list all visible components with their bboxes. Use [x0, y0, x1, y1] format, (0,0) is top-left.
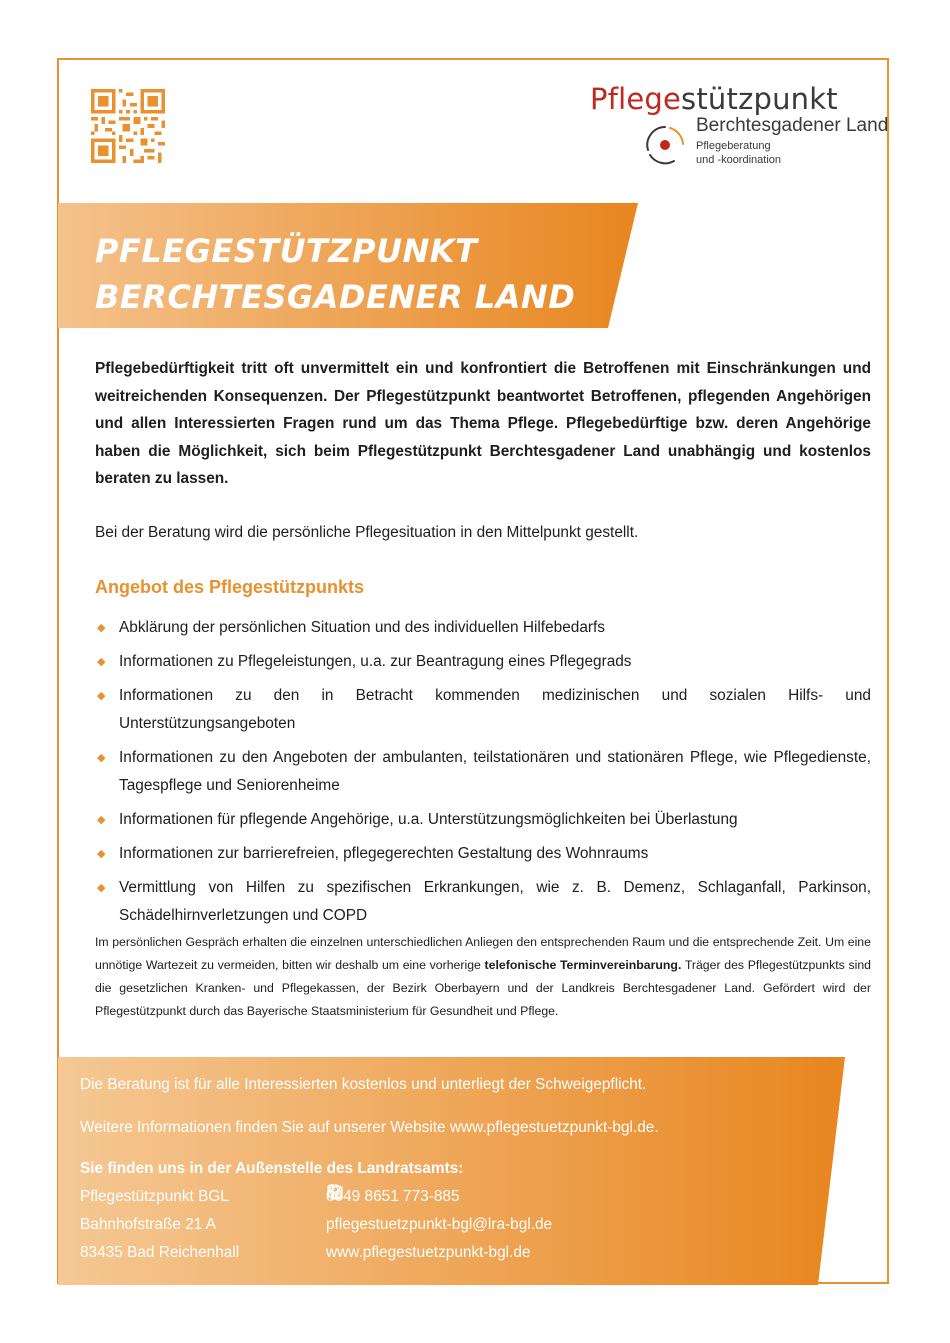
intro-paragraph-2: Bei der Beratung wird die persönliche Pflegesituation in den Mittelpunkt gestellt.	[95, 524, 639, 541]
contact-footer	[58, 1057, 889, 1285]
diamond-bullet-icon: ◆	[97, 656, 106, 668]
list-item: ◆ Informationen zu Pflegeleistungen, u.a. zur Beantragung eines Pflegegrads	[95, 648, 871, 676]
title-banner	[58, 203, 638, 328]
diamond-bullet-icon: ◆	[97, 882, 106, 894]
intro-paragraph: Pflegebedürftigkeit tritt oft unvermittelt ein und konfrontiert die Betroffenen mit Einschränkungen und weitreichenden Konsequenzen. Der Pflegestützpunkt beantwortet Betroffenen, pflegenden Angehörigen und allen Interessierten Fragen rund um das Thema Pflege. Pflegebedürftige bzw. deren Angehörige haben die Möglichkeit, sich beim Pflegestützpunkt Berchtesgadener Land unabhängig und kostenlos beraten zu lassen.	[95, 360, 871, 487]
section-title-offer: Angebot des Pflegestützpunkts	[95, 577, 365, 597]
email-row[interactable]	[326, 1211, 552, 1239]
email-link[interactable]: pflegestuetzpunkt-bgl@lra-bgl.de	[326, 1216, 553, 1233]
list-item: ◆ Vermittlung von Hilfen zu spezifischen Erkrankungen, wie z. B. Demenz, Schlaganfall, Parkinson, Schädelhirnverletzungen und COPD	[95, 874, 871, 930]
diamond-bullet-icon: ◆	[97, 814, 106, 826]
contact-block	[326, 1183, 552, 1267]
organization-logo	[590, 82, 890, 182]
page-title: PFLEGESTÜTZPUNKT BERCHTESGADENER LAND	[95, 232, 576, 316]
phone-number[interactable]: 0049 8651 773-885	[326, 1188, 460, 1205]
logo-tagline: Pflegeberatung und -koordination	[696, 140, 782, 166]
logo-title: Pflegestützpunkt	[590, 82, 838, 116]
list-item: ◆ Informationen zur barrierefreien, pflegegerechten Gestaltung des Wohnraums	[95, 840, 871, 868]
address-line: 83435 Bad Reichenhall	[80, 1244, 240, 1261]
logo-mark-icon	[644, 124, 686, 166]
address-line: Bahnhofstraße 21 A	[80, 1216, 217, 1233]
diamond-bullet-icon: ◆	[97, 622, 106, 634]
offer-list	[95, 614, 871, 936]
address-line: Pflegestützpunkt BGL	[80, 1188, 229, 1205]
address-block	[80, 1183, 239, 1267]
details-paragraph: Im persönlichen Gespräch erhalten die einzelnen unterschiedlichen Anliegen den entsprechenden Raum und die entsprechende Zeit. Um eine unnötige Wartezeit zu vermeiden, bitten wir deshalb um eine vorherige telefonische Terminvereinbarung. Träger des Pflegestützpunkts sind die gesetzlichen Kranken- und Pflegekassen, der Bezirk Oberbayern und der Landkreis Berchtesgadener Land. Gefördert wird der Pflegestützpunkt durch das Bayerische Staatsministerium für Gesundheit und Pflege.	[95, 935, 872, 1018]
phone-row[interactable]	[326, 1183, 552, 1211]
diamond-bullet-icon: ◆	[97, 690, 106, 702]
list-item: ◆ Informationen für pflegende Angehörige, u.a. Unterstützungsmöglichkeiten bei Überlastung	[95, 806, 871, 834]
globe-icon	[326, 1183, 344, 1201]
location-title: Sie finden uns in der Außenstelle des Landratsamts:	[80, 1160, 464, 1177]
diamond-bullet-icon: ◆	[97, 752, 106, 764]
website-note: Weitere Informationen finden Sie auf unserer Website www.pflegestuetzpunkt-bgl.de.	[80, 1119, 659, 1136]
website-link[interactable]: www.pflegestuetzpunkt-bgl.de	[326, 1244, 531, 1261]
web-row[interactable]	[326, 1239, 552, 1267]
list-item: ◆ Informationen zu den Angeboten der ambulanten, teilstationären und stationären Pflege, wie Pflegedienste, Tagespflege und Seniorenheime	[95, 744, 871, 800]
logo-subtitle: Berchtesgadener Land	[696, 115, 889, 136]
list-item: ◆ Informationen zu den in Betracht kommenden medizinischen und sozialen Hilfs- und Unterstützungsangeboten	[95, 682, 871, 738]
diamond-bullet-icon: ◆	[97, 848, 106, 860]
free-consultation-note: Die Beratung ist für alle Interessierten kostenlos und unterliegt der Schweigepflicht.	[80, 1076, 647, 1093]
qr-code[interactable]	[91, 89, 165, 163]
list-item: ◆ Abklärung der persönlichen Situation und des individuellen Hilfebedarfs	[95, 614, 871, 642]
